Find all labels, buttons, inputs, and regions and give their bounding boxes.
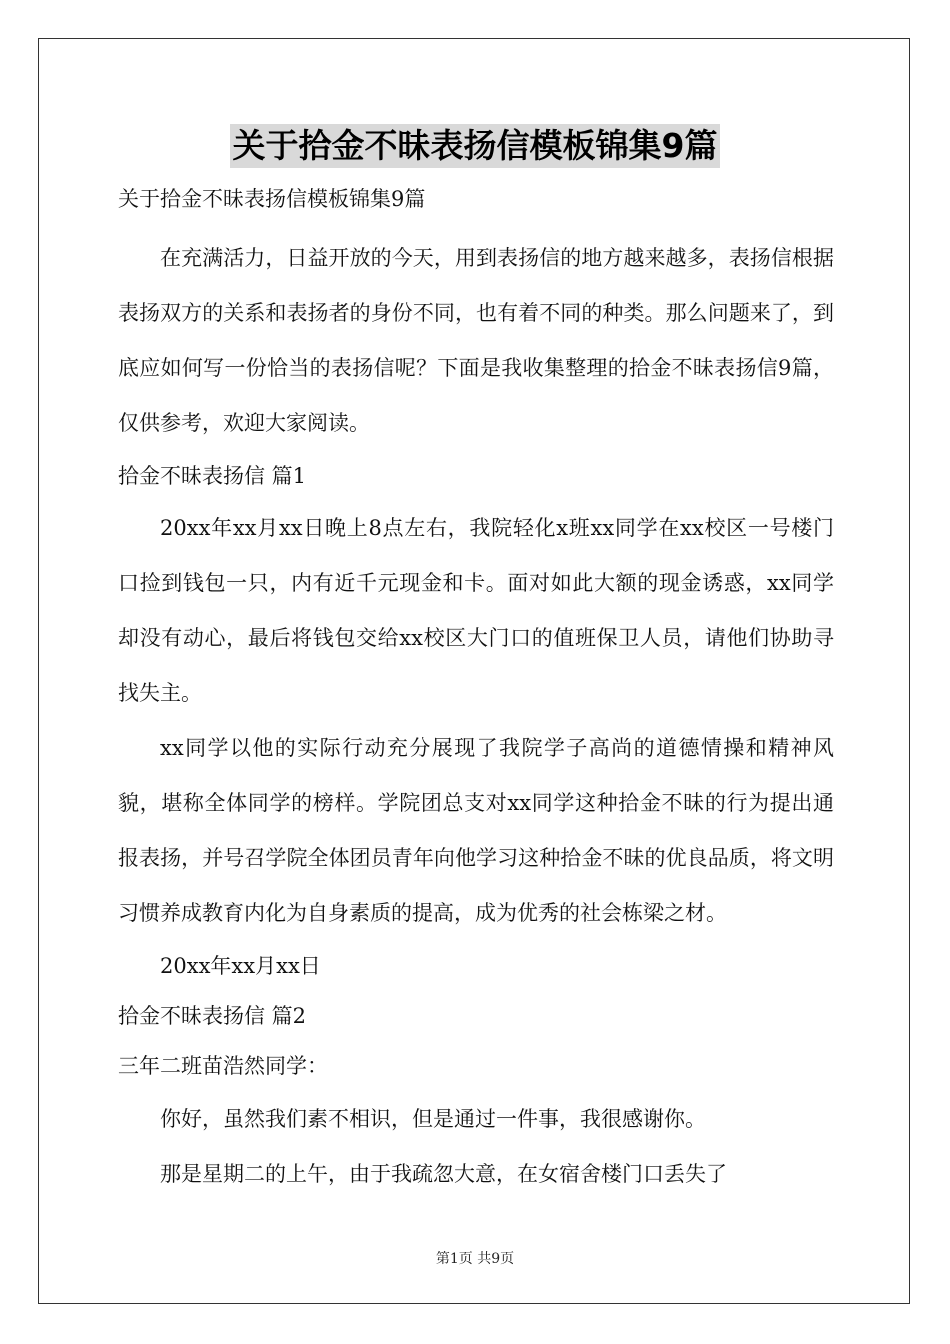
section1-paragraph-1: 20xx年xx月xx日晚上8点左右，我院轻化x班xx同学在xx校区一号楼门口捡到钱包一只，内有近千元现金和卡。面对如此大额的现金诱惑，xx同学却没有动心，最后将钱包交给xx校区大门口的值班保卫人员，请他们协助寻找失主。 (118, 516, 834, 705)
title-container (0, 124, 950, 168)
intro-paragraph: 在充满活力，日益开放的今天，用到表扬信的地方越来越多，表扬信根据表扬双方的关系和表扬者的身份不同，也有着不同的种类。那么问题来了，到底应如何写一份恰当的表扬信呢？下面是我收集整理的拾金不昧表扬信9篇，仅供参考，欢迎大家阅读。 (118, 246, 834, 435)
document-title: 关于拾金不昧表扬信模板锦集9篇 (230, 124, 721, 168)
section2-paragraph-2: 那是星期二的上午，由于我疏忽大意，在女宿舍楼门口丢失了 (160, 1162, 727, 1186)
section1-date: 20xx年xx月xx日 (160, 954, 321, 978)
document-subtitle: 关于拾金不昧表扬信模板锦集9篇 (118, 187, 426, 211)
section1-paragraph-2: xx同学以他的实际行动充分展现了我院学子高尚的道德情操和精神风貌，堪称全体同学的榜样。学院团总支对xx同学这种拾金不昧的行为提出通报表扬，并号召学院全体团员青年向他学习这种拾金不昧的优良品质，将文明习惯养成教育内化为自身素质的提高，成为优秀的社会栋梁之材。 (118, 736, 834, 925)
document-body (118, 180, 834, 1202)
page-footer: 第1页 共9页 (435, 1251, 515, 1267)
section2-heading: 拾金不昧表扬信 篇2 (118, 1004, 307, 1028)
section2-paragraph-1: 你好，虽然我们素不相识，但是通过一件事，我很感谢你。 (160, 1107, 706, 1131)
section2-salutation: 三年二班苗浩然同学： (118, 1054, 328, 1078)
section1-heading: 拾金不昧表扬信 篇1 (118, 464, 307, 488)
